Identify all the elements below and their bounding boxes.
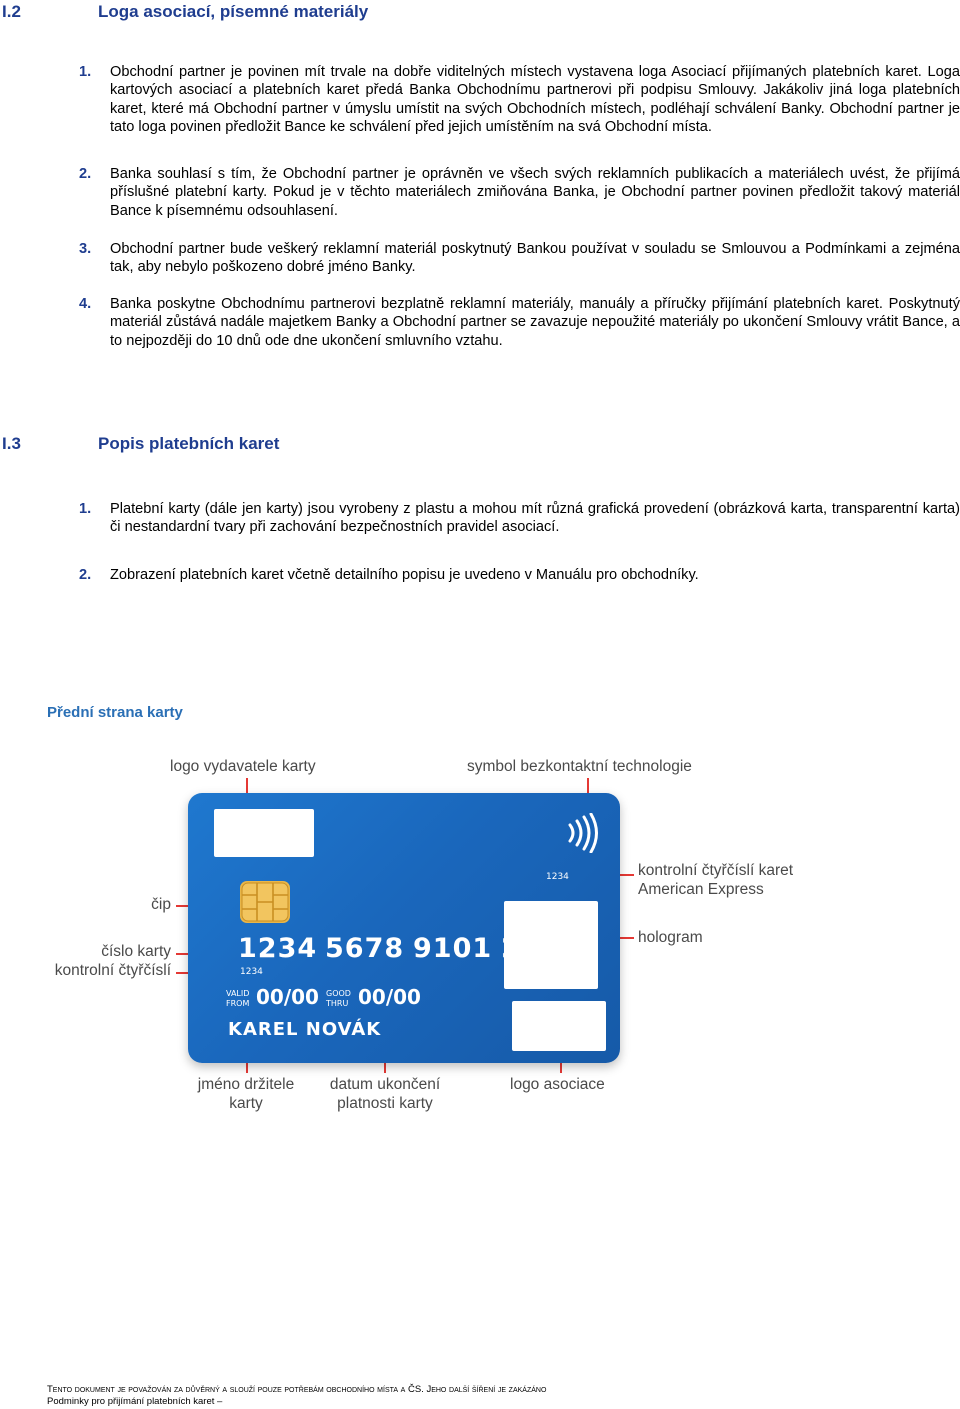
label-expiry-2: platnosti karty: [337, 1095, 433, 1112]
association-logo-placeholder: [512, 1001, 606, 1051]
label-chip: čip: [151, 896, 171, 913]
list-item: [79, 295, 960, 350]
card-diagram: [0, 745, 960, 1125]
list-item-text: Banka souhlasí s tím, že Obchodní partner je oprávněn ve všech svých reklamních publikacích a materiálech uvést, že přijímá příslušné platební karty. Pokud je v těchto materiálech zmiňována Banka, je Obchodní partner povinen předložit takový materiál Bance k písemnému odsouhlasení.: [110, 166, 960, 219]
label-expiry-1: datum ukončení: [329, 1076, 441, 1093]
list-item-text: Platební karty (dále jen karty) jsou vyrobeny z plastu a mohou mít různá grafická provedení (obrázková karta, transparentní karta) či nestandardní tvary při zachování bezpečnostních pravidel asociací.: [110, 501, 960, 536]
contactless-icon: [564, 813, 600, 853]
list-item: [79, 63, 960, 137]
section-number: I.2: [2, 2, 21, 21]
label-check-digits: kontrolní čtyřčíslí: [54, 962, 171, 979]
list-item-number: 2.: [79, 166, 92, 182]
list-item: [79, 165, 960, 220]
section-number: I.3: [2, 434, 21, 453]
list-item-number: 2.: [79, 567, 92, 583]
amex-check-digits: 1234: [546, 872, 569, 882]
label-issuer-logo: logo vydavatele karty: [170, 758, 316, 775]
list-item-text: Zobrazení platebních karet včetně detailního popisu je uvedeno v Manuálu pro obchodníky.: [110, 567, 699, 583]
chip-icon: [240, 881, 290, 923]
card-number-group-1: 1234: [238, 933, 318, 964]
list-item-number: 3.: [79, 241, 92, 257]
label-association-logo: logo asociace: [510, 1076, 605, 1093]
payment-card: [188, 793, 620, 1063]
list-item: [79, 566, 960, 584]
label-contactless: symbol bezkontaktní technologie: [467, 758, 692, 775]
figure-subheading: Přední strana karty: [47, 704, 183, 721]
label-holder-1: jméno držitele: [197, 1076, 295, 1093]
list-item-text: Banka poskytne Obchodnímu partnerovi bezplatně reklamní materiály, manuály a příručky přijímání platebních karet. Poskytnutý materiál zůstává nadále majetkem Banky a Obchodní partner se zavazuje nepoužité materiály po ukončení Smlouvy vrátit Bance, a to nejpozději do 10 dnů ode dne ukončení smluvního vztahu.: [110, 296, 960, 349]
footer-document-title: Podminky pro přijímání platebních karet –: [47, 1396, 223, 1407]
check-digits: 1234: [240, 967, 263, 977]
valid-from-value: 00/00: [256, 985, 319, 1009]
card-number-group-2: 5678: [325, 933, 405, 964]
footer-confidentiality-notice: Tento dokument je považován za důvěrný a slouží pouze potřebám obchodního místa a ČS. Jeho další šíření je zakázáno: [47, 1384, 547, 1395]
good-thru-label-2: THRU: [326, 999, 349, 1008]
card-number-group-3: 9101: [413, 933, 493, 964]
list-item: [79, 240, 960, 277]
label-card-number: číslo karty: [101, 943, 171, 960]
label-holder-2: karty: [229, 1095, 263, 1112]
label-amex-check-2: American Express: [638, 881, 764, 898]
valid-from-label-2: FROM: [226, 999, 250, 1008]
good-thru-label-1: GOOD: [326, 989, 351, 998]
list-item: [79, 500, 960, 537]
card-number-group-4: 2345: [501, 933, 581, 964]
list-item-number: 1.: [79, 64, 92, 80]
cardholder-name: KAREL NOVÁK: [228, 1019, 382, 1040]
section-title: Popis platebních karet: [98, 434, 280, 453]
valid-from-label-1: VALID: [226, 989, 250, 998]
list-item-number: 4.: [79, 296, 92, 312]
issuer-logo-placeholder: [214, 809, 314, 857]
list-item-text: Obchodní partner bude veškerý reklamní materiál poskytnutý Bankou používat v souladu se Smlouvou a Podmínkami a zejména tak, aby nebylo poškozeno dobré jméno Banky.: [110, 241, 960, 276]
label-hologram: hologram: [638, 929, 703, 946]
section-title: Loga asociací, písemné materiály: [98, 2, 369, 21]
footer: [47, 1384, 546, 1408]
label-amex-check-1: kontrolní čtyřčíslí karet: [638, 862, 794, 879]
good-thru-value: 00/00: [358, 985, 421, 1009]
list-item-number: 1.: [79, 501, 92, 517]
list-item-text: Obchodní partner je povinen mít trvale na dobře viditelných místech vystavena loga Asociací přijímaných platebních karet. Loga kartových asociací a platebních karet předá Banka Obchodnímu partnerovi při podpisu Smlouvy. Jakákoliv jiná loga platebních karet, které má Obchodní partner v úmyslu umístit na svých Obchodních místech, podléhají schválení Banky. Obchodní partner je tato loga povinen předložit Bance ke schválení před jejich umístěním na svá Obchodní místa.: [110, 64, 960, 136]
